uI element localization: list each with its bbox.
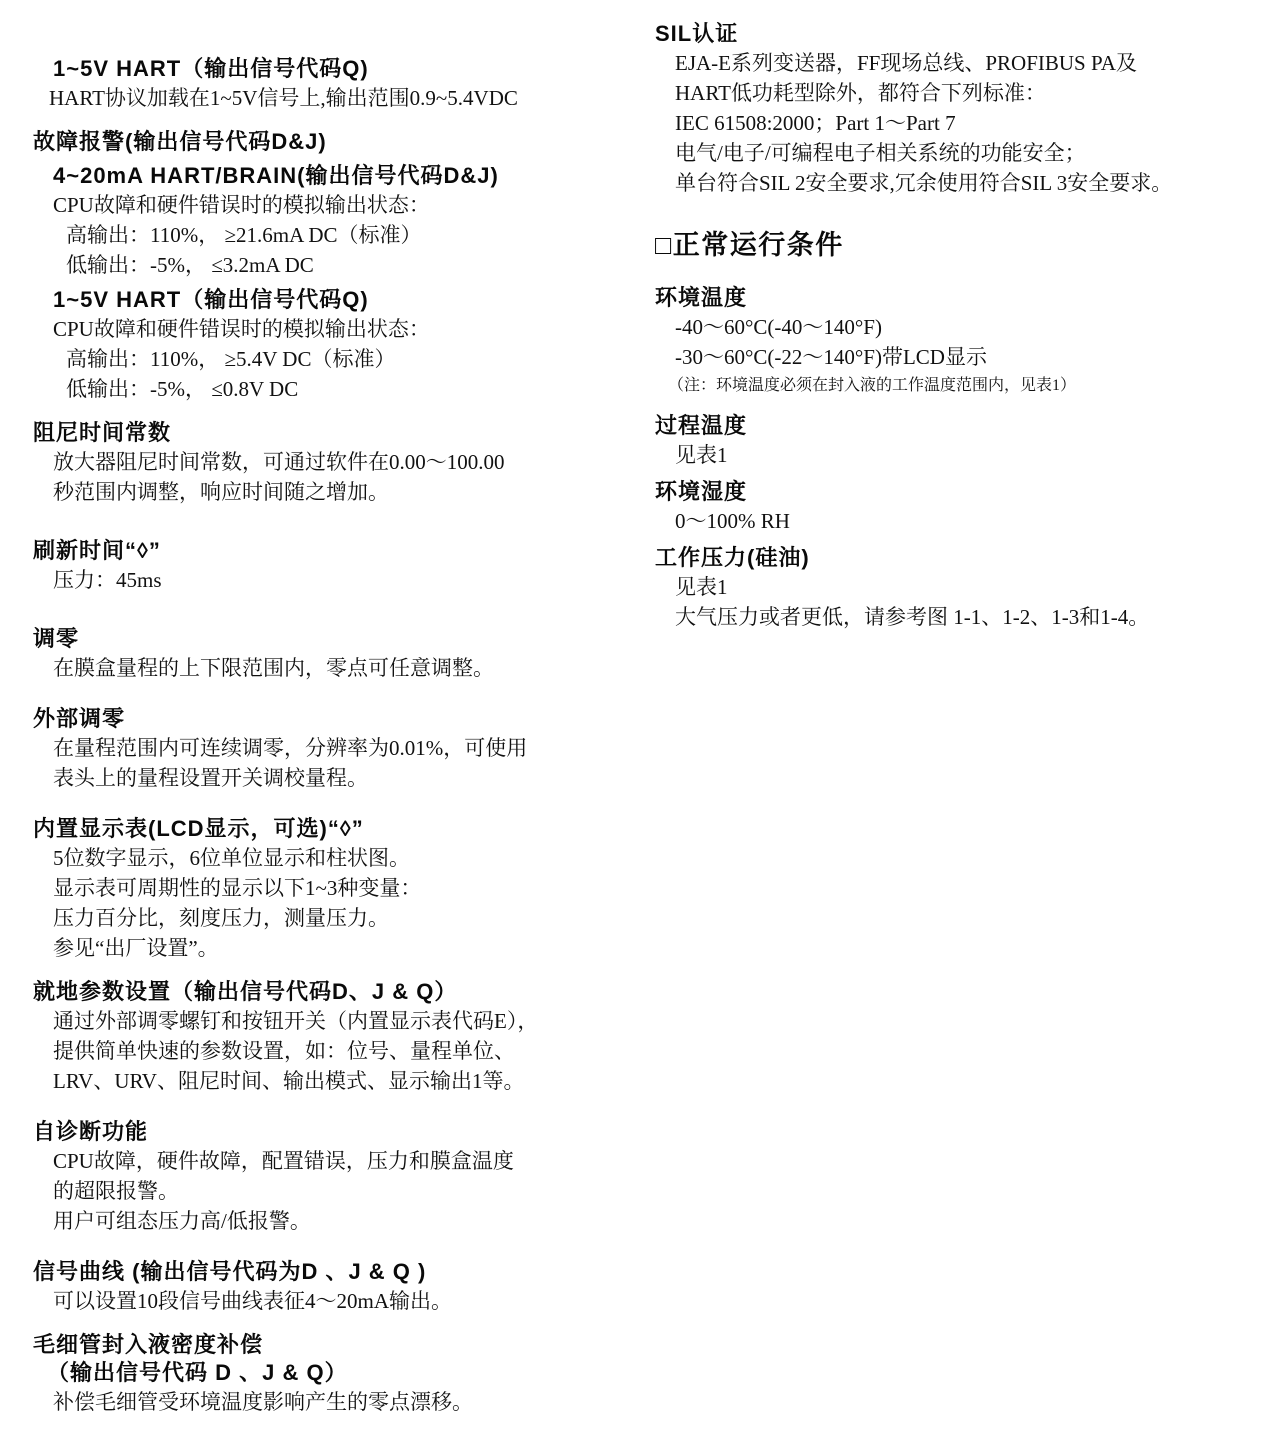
body-line: -30～60°C(-22～140°F)带LCD显示: [675, 345, 987, 369]
section-heading: 外部调零: [33, 706, 126, 731]
section-heading: SIL认证: [655, 21, 739, 46]
body-line: 秒范围内调整，响应时间随之增加。: [53, 480, 389, 504]
body-line: 提供简单快速的参数设置，如：位号、量程单位、: [53, 1039, 515, 1063]
section-refresh-time: [33, 537, 618, 595]
section-local-parameter: [33, 978, 618, 1096]
body-line: CPU故障和硬件错误时的模拟输出状态：: [53, 193, 430, 217]
section-heading: 信号曲线 (输出信号代码为D 、J & Q ): [33, 1259, 427, 1284]
right-column: [655, 0, 1255, 632]
body-line: 参见“出厂设置”。: [53, 936, 219, 960]
section-heading: 就地参数设置（输出信号代码D、J & Q）: [33, 979, 458, 1004]
body-line: 0～100% RH: [675, 509, 790, 533]
subsection-heading: 工作压力(硅油): [655, 545, 810, 570]
subsection-4-20ma: [33, 162, 618, 280]
section-capillary-compensation: [33, 1331, 618, 1417]
body-line: 高输出：110%， ≥21.6mA DC（标准）: [66, 223, 422, 247]
subsection-heading: 4~20mA HART/BRAIN(输出信号代码D&J): [53, 163, 499, 188]
body-line: 单台符合SIL 2安全要求,冗余使用符合SIL 3安全要求。: [675, 171, 1173, 195]
subsection-ambient-temperature: [655, 284, 1255, 397]
body-line: 显示表可周期性的显示以下1~3种变量：: [53, 876, 422, 900]
section-self-diagnostics: [33, 1118, 618, 1236]
section-damping: [33, 419, 618, 507]
section-zero-adjust: [33, 625, 618, 683]
body-line: 低输出：-5%， ≤0.8V DC: [66, 377, 299, 401]
section-heading: 刷新时间“◊”: [33, 538, 161, 563]
section-heading: 内置显示表(LCD显示，可选)“◊”: [33, 816, 364, 841]
body-line: 见表1: [675, 575, 728, 599]
section-fault-alarm: [33, 128, 618, 404]
body-line: 5位数字显示，6位单位显示和柱状图。: [53, 846, 410, 870]
section-integral-indicator: [33, 815, 618, 963]
section-normal-operating-conditions: [655, 228, 1255, 632]
body-line: 在量程范围内可连续调零，分辨率为0.01%，可使用: [53, 736, 528, 760]
body-line: 高输出：110%， ≥5.4V DC（标准）: [66, 347, 396, 371]
section-heading: 调零: [33, 626, 80, 651]
chapter-heading: □正常运行条件: [655, 230, 844, 260]
subsection-heading: 过程温度: [655, 413, 748, 438]
body-line: HART低功耗型除外，都符合下列标准：: [675, 81, 1046, 105]
section-heading-line2: （输出信号代码 D 、J & Q）: [47, 1360, 348, 1385]
section-heading: 阻尼时间常数: [33, 420, 172, 445]
body-line: 补偿毛细管受环境温度影响产生的零点漂移。: [53, 1390, 473, 1414]
subsection-1-5v: [33, 286, 618, 404]
subsection-process-temperature: [655, 412, 1255, 470]
body-line: 表头上的量程设置开关调校量程。: [53, 766, 368, 790]
section-heading: 1~5V HART（输出信号代码Q): [53, 56, 369, 81]
subsection-heading: 1~5V HART（输出信号代码Q): [53, 287, 369, 312]
note-line: （注：环境温度必须在封入液的工作温度范围内，见表1）: [668, 377, 1077, 394]
body-line: 用户可组态压力高/低报警。: [53, 1209, 311, 1233]
body-line: 压力百分比，刻度压力，测量压力。: [53, 906, 389, 930]
body-line: 在膜盒量程的上下限范围内，零点可任意调整。: [53, 656, 494, 680]
body-line: EJA-E系列变送器，FF现场总线、PROFIBUS PA及: [675, 51, 1137, 75]
body-line: HART协议加载在1~5V信号上,输出范围0.9~5.4VDC: [49, 86, 518, 110]
body-line: CPU故障和硬件错误时的模拟输出状态：: [53, 317, 430, 341]
body-line: 电气/电子/可编程电子相关系统的功能安全；: [675, 141, 1086, 165]
body-line: -40～60°C(-40～140°F): [675, 315, 882, 339]
subsection-ambient-humidity: [655, 478, 1255, 536]
section-1-5v-hart: [33, 55, 618, 113]
body-line: 的超限报警。: [53, 1179, 179, 1203]
body-line: IEC 61508:2000；Part 1～Part 7: [675, 111, 956, 135]
body-line: 通过外部调零螺钉和按钮开关（内置显示表代码E），: [53, 1009, 539, 1033]
body-line: 大气压力或者更低，请参考图 1-1、1-2、1-3和1-4。: [675, 605, 1150, 629]
subsection-working-pressure: [655, 544, 1255, 632]
body-line: 可以设置10段信号曲线表征4～20mA输出。: [53, 1289, 452, 1313]
body-line: 低输出：-5%， ≤3.2mA DC: [66, 253, 314, 277]
subsection-heading: 环境湿度: [655, 479, 748, 504]
section-heading: 毛细管封入液密度补偿: [33, 1332, 264, 1357]
body-line: 放大器阻尼时间常数，可通过软件在0.00～100.00: [53, 450, 505, 474]
body-line: CPU故障，硬件故障，配置错误，压力和膜盒温度: [53, 1149, 514, 1173]
left-column: [33, 0, 618, 1417]
section-external-zero: [33, 705, 618, 793]
body-line: LRV、URV、阻尼时间、输出模式、显示输出1等。: [53, 1069, 525, 1093]
section-heading: 故障报警(输出信号代码D&J): [33, 129, 327, 154]
section-sil-certification: [655, 20, 1255, 198]
subsection-heading: 环境温度: [655, 285, 748, 310]
section-heading: 自诊断功能: [33, 1119, 149, 1144]
body-line: 见表1: [675, 443, 728, 467]
body-line: 压力：45ms: [53, 568, 162, 592]
section-signal-curve: [33, 1258, 618, 1316]
